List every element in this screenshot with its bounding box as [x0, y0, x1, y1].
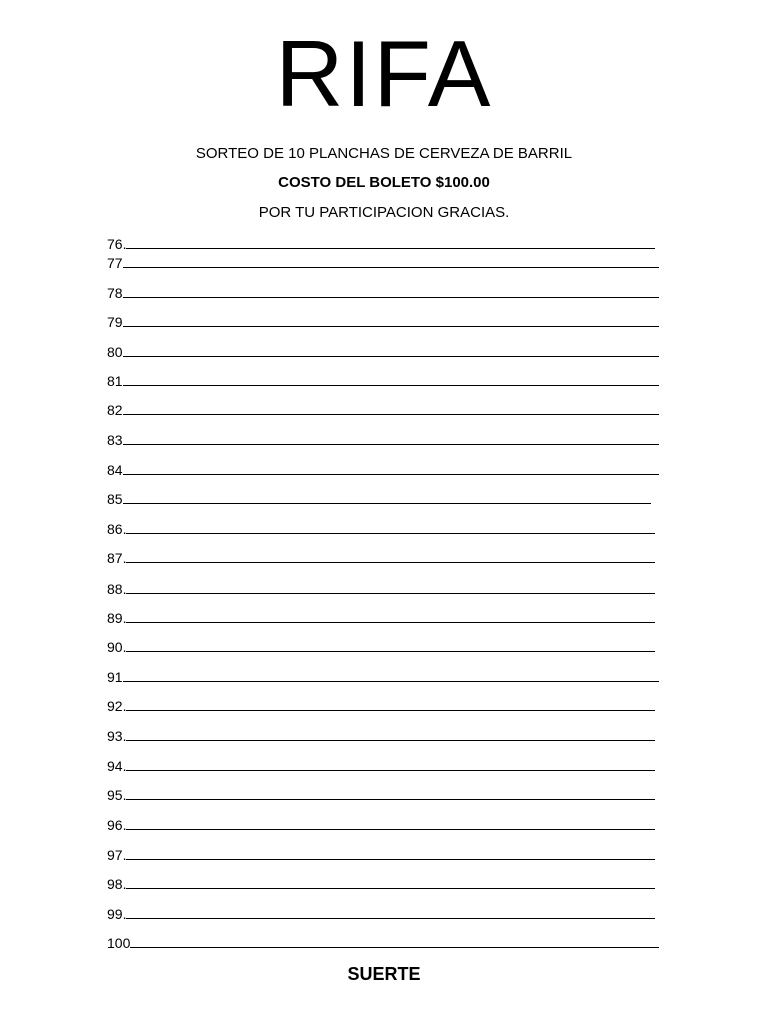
name-blank-line [126, 248, 655, 249]
entry-row [107, 460, 659, 478]
entry-number: 96. [107, 817, 127, 833]
entry-row [107, 667, 659, 685]
name-blank-line [126, 740, 655, 741]
entry-number: 78 [107, 285, 123, 301]
name-blank-line [126, 888, 655, 889]
name-blank-line [126, 918, 655, 919]
name-blank-line [123, 326, 659, 327]
name-blank-line [123, 297, 659, 298]
entry-number: 83 [107, 432, 123, 448]
name-blank-line [130, 947, 659, 948]
name-blank-line [126, 562, 655, 563]
name-blank-line [123, 385, 659, 386]
entry-row [107, 312, 659, 330]
entry-number: 89. [107, 610, 127, 626]
name-blank-line [126, 829, 655, 830]
name-blank-line [126, 593, 655, 594]
name-blank-line [126, 799, 655, 800]
entry-number: 81 [107, 373, 123, 389]
entry-number: 85 [107, 491, 123, 507]
entry-row [107, 519, 655, 537]
entry-number: 82 [107, 402, 123, 418]
entry-number: 91 [107, 669, 123, 685]
entry-row [107, 785, 655, 803]
name-blank-line [123, 503, 651, 504]
entry-number: 95. [107, 787, 127, 803]
name-blank-line [126, 651, 655, 652]
entry-row [107, 548, 655, 566]
name-blank-line [123, 414, 659, 415]
name-blank-line [123, 267, 659, 268]
entry-row [107, 253, 659, 271]
closing-message: SUERTE [347, 964, 421, 984]
entry-row [107, 845, 655, 863]
page-title: RIFA [275, 21, 493, 126]
entry-row [107, 608, 655, 626]
entry-row [107, 400, 659, 418]
name-blank-line [126, 710, 655, 711]
name-blank-line [126, 770, 655, 771]
entry-number: 84 [107, 462, 123, 478]
entry-number: 99. [107, 906, 127, 922]
entry-row [107, 815, 655, 833]
entry-row [107, 726, 655, 744]
entry-number: 86. [107, 521, 127, 537]
entry-number: 77 [107, 255, 123, 271]
entry-number: 90. [107, 639, 127, 655]
entry-row [107, 430, 659, 448]
entry-row [107, 637, 655, 655]
entry-row [107, 283, 659, 301]
entry-row [107, 234, 655, 252]
entry-number: 79 [107, 314, 123, 330]
entry-row [107, 342, 659, 360]
entry-number: 92. [107, 698, 127, 714]
entry-row [107, 489, 651, 507]
name-blank-line [123, 444, 659, 445]
entry-row [107, 904, 655, 922]
name-blank-line [123, 681, 659, 682]
entry-list [107, 0, 667, 1024]
name-blank-line [126, 622, 655, 623]
entry-number: 88. [107, 581, 127, 597]
name-blank-line [126, 533, 655, 534]
thanks-note: POR TU PARTICIPACION GRACIAS. [258, 204, 510, 221]
entry-number: 80 [107, 344, 123, 360]
entry-row [107, 933, 659, 951]
entry-row [107, 874, 655, 892]
raffle-description: SORTEO DE 10 PLANCHAS DE CERVEZA DE BARRIL [195, 145, 573, 162]
name-blank-line [123, 356, 659, 357]
entry-number: 98. [107, 876, 127, 892]
entry-row [107, 696, 655, 714]
entry-number: 97. [107, 847, 127, 863]
entry-number: 87. [107, 550, 127, 566]
name-blank-line [123, 474, 659, 475]
ticket-price: COSTO DEL BOLETO $100.00 [278, 174, 490, 191]
name-blank-line [126, 859, 655, 860]
entry-number: 94. [107, 758, 127, 774]
entry-number: 100 [107, 935, 131, 951]
entry-row [107, 371, 659, 389]
entry-row [107, 579, 655, 597]
entry-number: 93. [107, 728, 127, 744]
entry-row [107, 756, 655, 774]
entry-number: 76. [107, 236, 127, 252]
